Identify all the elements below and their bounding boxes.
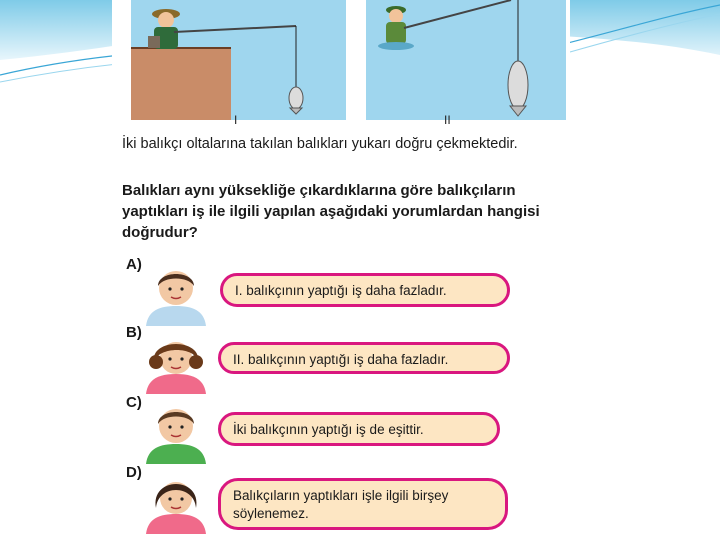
- option-letter: C): [126, 394, 142, 411]
- wall-icon: [131, 48, 231, 120]
- option-d-text-line2: söylenemez.: [233, 506, 309, 521]
- girl-avatar-icon: [140, 332, 212, 394]
- option-letter: B): [126, 324, 142, 341]
- speech-bubble: [218, 342, 510, 374]
- scene-one-label: I: [234, 113, 238, 127]
- option-d[interactable]: [112, 464, 570, 538]
- option-b[interactable]: [112, 324, 570, 394]
- option-a-text: I. balıkçının yaptığı iş daha fazladır.: [235, 283, 447, 298]
- boy-avatar-icon: [140, 264, 212, 326]
- fish-two-icon: [508, 61, 528, 116]
- fishermen-illustration: [126, 0, 566, 130]
- option-d-text-line1: Balıkçıların yaptıkları işle ilgili birşey: [233, 488, 449, 503]
- worksheet-page: [112, 0, 570, 540]
- problem-statement: İki balıkçı oltalarına takılan balıkları yukarı doğru çekmektedir.: [122, 136, 518, 152]
- speech-bubble: [220, 273, 510, 307]
- girl-avatar-icon: [140, 472, 212, 534]
- option-c[interactable]: [112, 394, 570, 464]
- option-c-text: İki balıkçının yaptığı iş de eşittir.: [233, 422, 424, 437]
- option-letter: D): [126, 464, 142, 481]
- option-a[interactable]: [112, 256, 570, 326]
- option-b-text: II. balıkçının yaptığı iş daha fazladır.: [233, 352, 449, 367]
- speech-bubble: [218, 478, 508, 530]
- scene-two-label: II: [444, 113, 451, 127]
- question-text: Balıkları aynı yüksekliğe çıkardıklarına göre balıkçıların yaptıkları iş ile ilgili yapılan aşağıdaki yorumlardan hangisi doğrudur?: [122, 182, 540, 241]
- option-letter: A): [126, 256, 142, 273]
- speech-bubble: [218, 412, 500, 446]
- boy-avatar-icon: [140, 402, 212, 464]
